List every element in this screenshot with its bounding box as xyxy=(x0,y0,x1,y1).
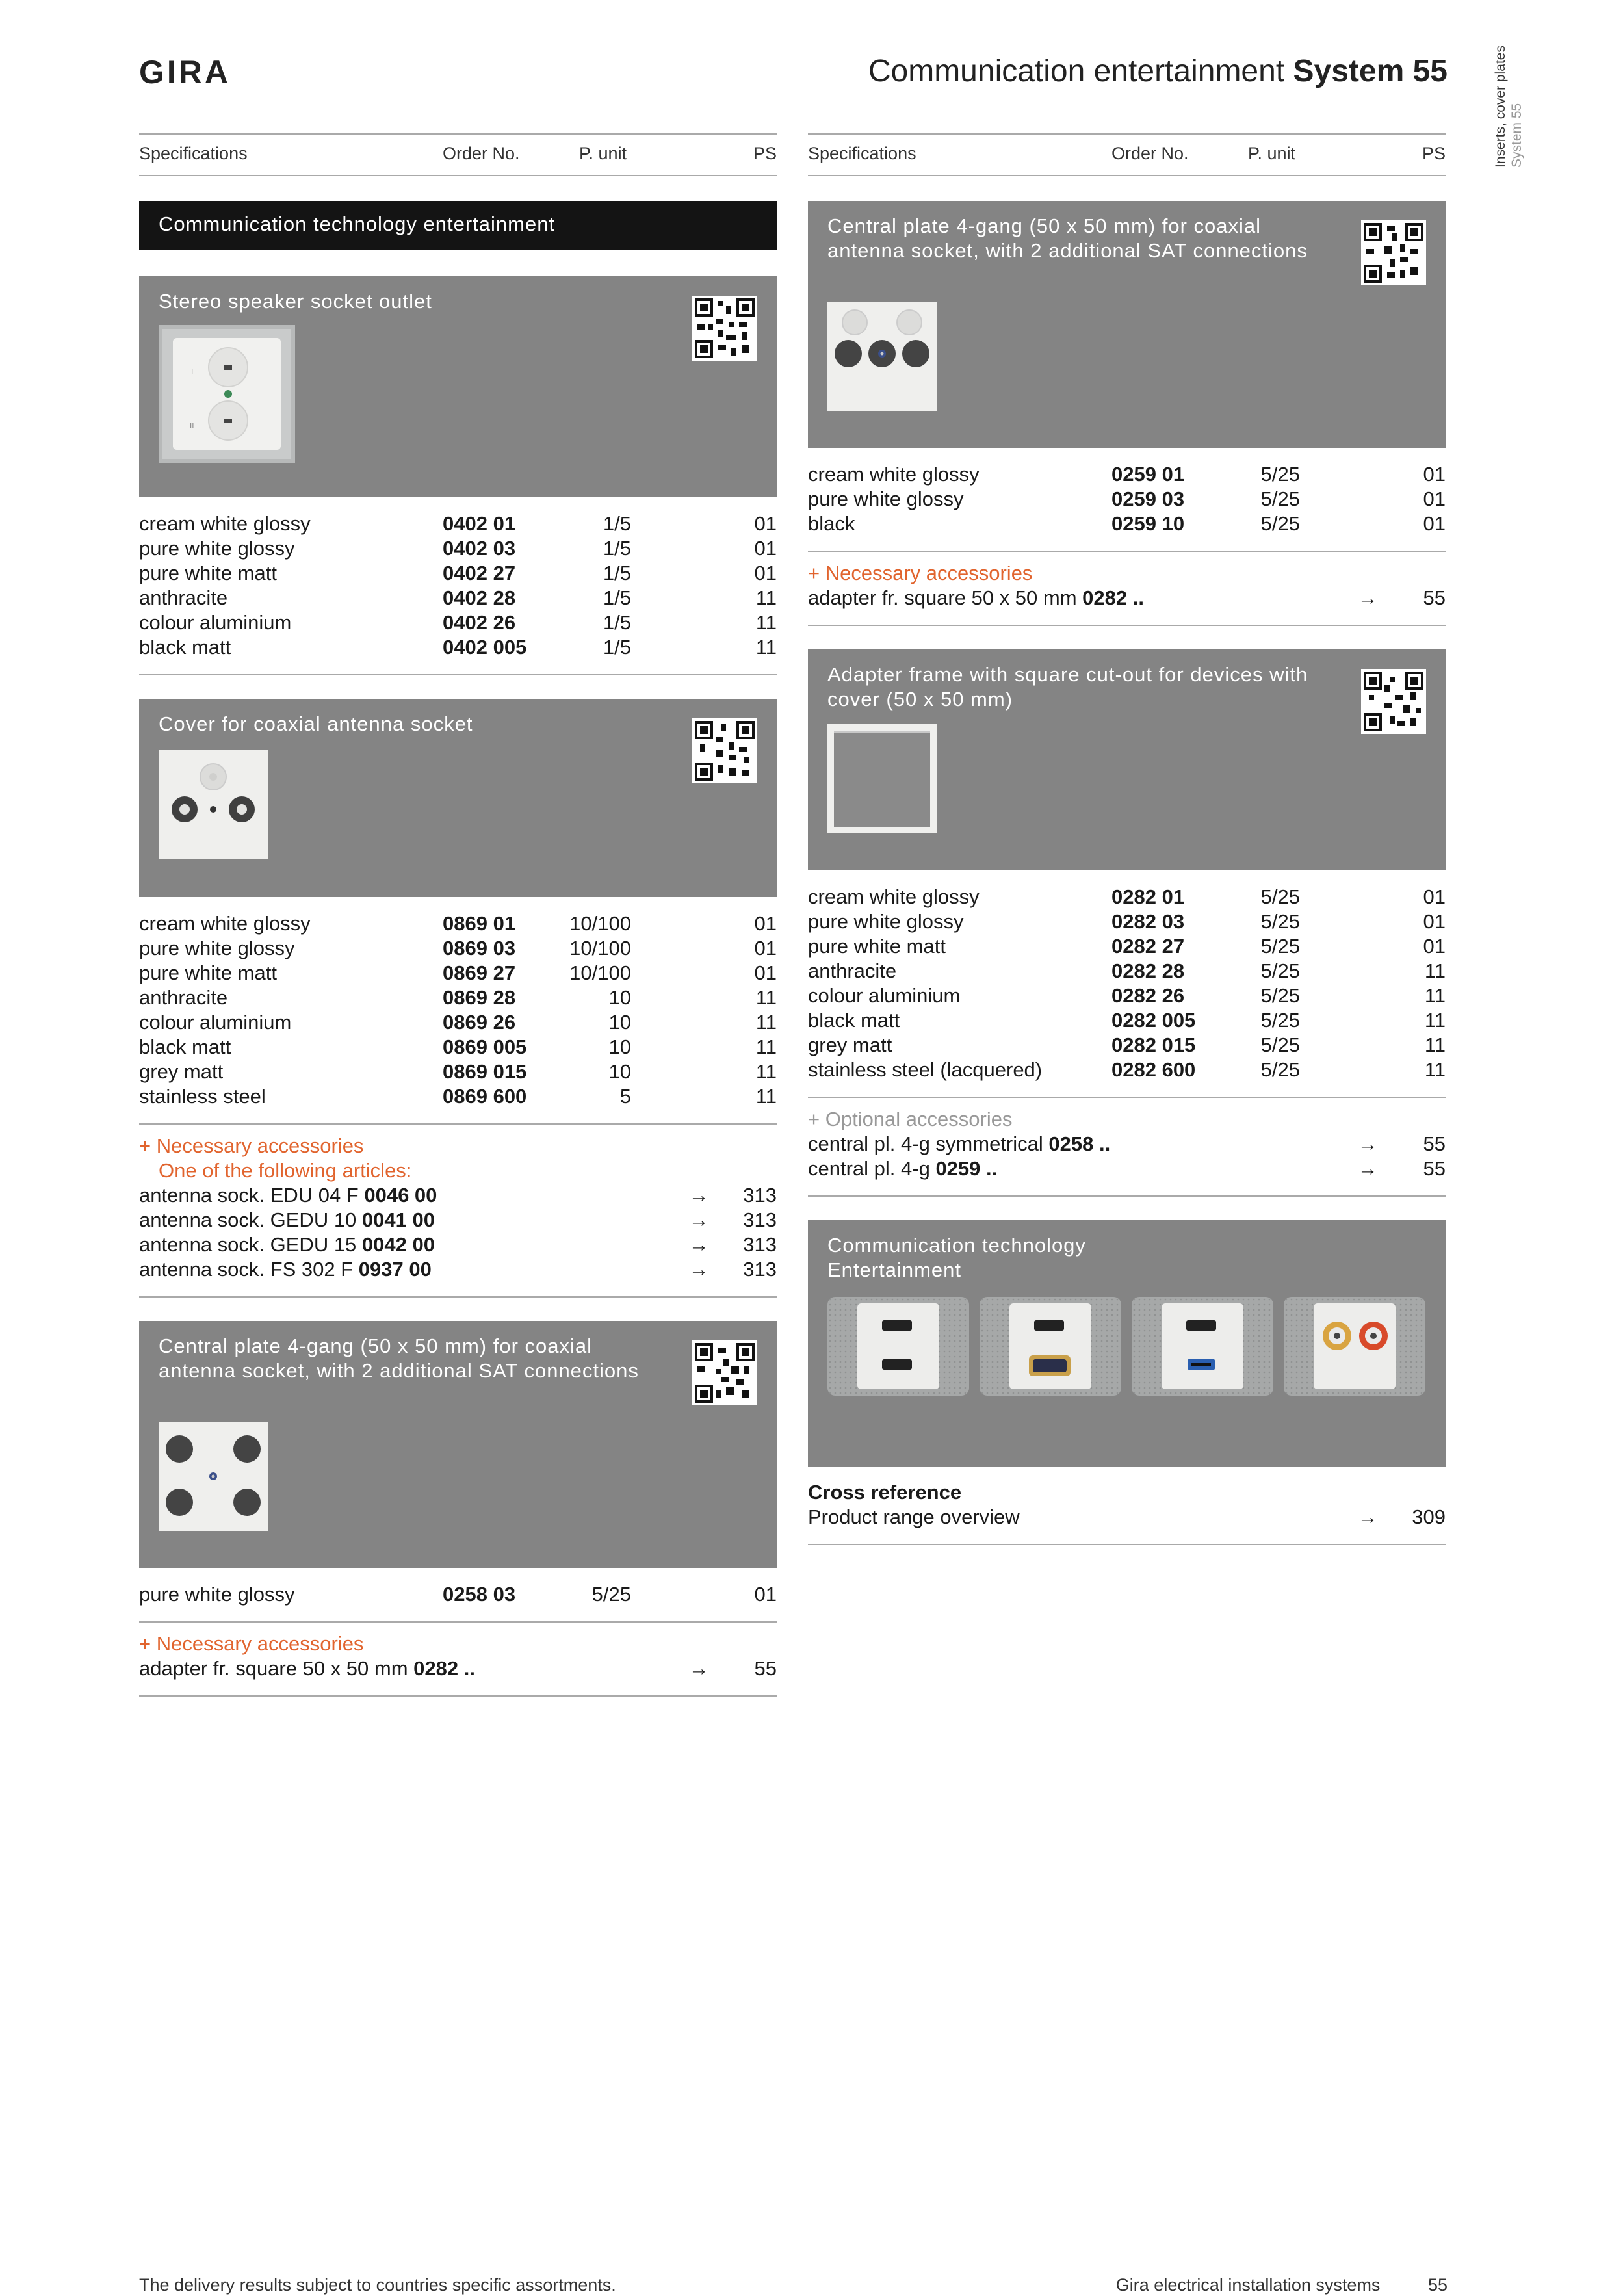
comm-tech-title xyxy=(827,1233,1334,1283)
price-scale: 01 xyxy=(754,1583,777,1606)
item-name: black xyxy=(808,512,855,535)
accessory-code[interactable]: 0282 .. xyxy=(413,1657,475,1680)
page-reference[interactable]: 55 xyxy=(1423,1132,1446,1155)
comm-tech-card xyxy=(808,1220,1446,1467)
packing-unit: 1/5 xyxy=(603,586,631,609)
table-row xyxy=(139,1060,777,1084)
table-row xyxy=(139,1582,777,1607)
price-scale: 11 xyxy=(1424,959,1446,982)
product-title: Adapter frame with square cut-out for devices with cover (50 x 50 mm) xyxy=(827,663,1308,711)
accessory-text xyxy=(139,1183,679,1208)
col-order-label: Order No. xyxy=(1111,144,1189,163)
accessory-row[interactable] xyxy=(139,1257,777,1282)
item-name: grey matt xyxy=(808,1034,892,1056)
arrow-right-icon: → xyxy=(688,1208,709,1231)
order-number[interactable]: 0282 01 xyxy=(1111,885,1185,908)
packing-unit: 5/25 xyxy=(1260,1058,1300,1081)
product-title: Stereo speaker socket outlet xyxy=(159,290,432,313)
item-name: black matt xyxy=(139,1036,231,1058)
accessory-code[interactable]: 0258 .. xyxy=(1048,1132,1111,1155)
arrow-right-icon: → xyxy=(688,1258,709,1281)
order-number[interactable]: 0259 03 xyxy=(1111,488,1185,510)
packing-unit: 10/100 xyxy=(569,912,631,935)
accessory-label: adapter fr. square 50 x 50 mm xyxy=(808,586,1083,609)
packing-unit: 5/25 xyxy=(591,1583,631,1606)
stereo-items-table xyxy=(139,512,777,660)
item-name: grey matt xyxy=(139,1060,224,1083)
packing-unit: 10 xyxy=(608,1011,631,1034)
accessory-row[interactable] xyxy=(808,1156,1446,1181)
col-ps-label: PS xyxy=(1422,144,1446,163)
page-reference[interactable]: 313 xyxy=(743,1258,777,1281)
table-row xyxy=(139,635,777,660)
accessories-list xyxy=(139,1183,777,1282)
necessary-accessories-heading: + Necessary accessories xyxy=(139,1134,364,1157)
footer-right xyxy=(1116,2275,1448,2295)
arrow-right-icon: → xyxy=(688,1233,709,1256)
accessory-row[interactable] xyxy=(808,586,1446,610)
price-scale: 01 xyxy=(1423,512,1446,535)
comm-tech-title-line1: Communication technology xyxy=(827,1234,1086,1257)
item-name: pure white matt xyxy=(808,935,946,958)
section-title: Communication technology entertainment xyxy=(139,201,777,250)
price-scale: 11 xyxy=(755,636,777,659)
table-row xyxy=(808,959,1446,984)
product-title: Central plate 4-gang (50 x 50 mm) for coaxial antenna socket, with 2 additional SAT connections xyxy=(159,1335,639,1382)
accessory-text xyxy=(139,1257,679,1282)
col-ps-label: PS xyxy=(753,144,777,163)
packing-unit: 10/100 xyxy=(569,961,631,984)
order-number[interactable]: 0869 26 xyxy=(443,1011,516,1034)
item-name: stainless steel (lacquered) xyxy=(808,1058,1043,1081)
packing-unit: 5/25 xyxy=(1260,984,1300,1007)
packing-unit: 10 xyxy=(608,1036,631,1058)
order-number[interactable]: 0402 03 xyxy=(443,537,516,560)
accessory-label: antenna sock. EDU 04 F xyxy=(139,1184,365,1207)
page-reference[interactable]: 313 xyxy=(743,1208,777,1231)
col-spec-label: Specifications xyxy=(139,144,248,163)
packing-unit: 1/5 xyxy=(603,512,631,535)
qr-code[interactable] xyxy=(1361,220,1426,285)
accessories-list xyxy=(808,586,1446,610)
item-name: pure white matt xyxy=(139,961,277,984)
qr-code[interactable] xyxy=(1361,669,1426,734)
order-number[interactable]: 0402 26 xyxy=(443,611,516,634)
packing-unit: 5/25 xyxy=(1260,885,1300,908)
order-number[interactable]: 0282 600 xyxy=(1111,1058,1196,1081)
order-number[interactable]: 0282 005 xyxy=(1111,1009,1196,1032)
packing-unit: 5/25 xyxy=(1260,488,1300,510)
price-scale: 01 xyxy=(1423,463,1446,486)
packing-unit: 5/25 xyxy=(1260,463,1300,486)
arrow-right-icon: → xyxy=(1357,1506,1378,1528)
qr-code[interactable] xyxy=(692,1340,757,1405)
arrow-right-icon: → xyxy=(688,1184,709,1207)
packing-unit: 1/5 xyxy=(603,562,631,584)
item-name: cream white glossy xyxy=(139,512,311,535)
price-scale: 11 xyxy=(755,1036,777,1058)
page-reference[interactable]: 313 xyxy=(743,1184,777,1207)
gira-logo: GIRA xyxy=(139,54,231,90)
price-scale: 01 xyxy=(754,961,777,984)
order-number[interactable]: 0869 28 xyxy=(443,986,516,1009)
page-reference[interactable]: 55 xyxy=(1423,586,1446,609)
price-scale: 01 xyxy=(1423,910,1446,933)
table-row xyxy=(139,936,777,961)
item-name: black matt xyxy=(139,636,231,659)
adapter-frame-image xyxy=(827,724,937,837)
price-scale: 01 xyxy=(1423,885,1446,908)
accessory-code[interactable]: 0282 .. xyxy=(1082,586,1144,609)
table-row xyxy=(808,487,1446,512)
necessary-accessories-heading: + Necessary accessories xyxy=(808,562,1033,584)
col-spec-label: Specifications xyxy=(808,144,916,163)
table-row xyxy=(808,1058,1446,1082)
accessory-code[interactable]: 0046 00 xyxy=(364,1184,437,1207)
accessory-text xyxy=(808,586,1348,610)
accessory-code[interactable]: 0259 .. xyxy=(935,1157,998,1180)
accessory-label: antenna sock. GEDU 10 xyxy=(139,1208,362,1231)
price-scale: 11 xyxy=(1424,1058,1446,1081)
order-number[interactable]: 0869 600 xyxy=(443,1085,527,1108)
accessory-code[interactable]: 0042 00 xyxy=(361,1233,435,1256)
order-number[interactable]: 0282 27 xyxy=(1111,935,1185,958)
accessory-label: central pl. 4-g symmetrical xyxy=(808,1132,1049,1155)
necessary-accessories-heading: + Necessary accessories xyxy=(139,1632,364,1655)
order-number[interactable]: 0259 10 xyxy=(1111,512,1185,535)
packing-unit: 5/25 xyxy=(1260,1009,1300,1032)
table-row xyxy=(808,984,1446,1008)
order-number[interactable]: 0869 015 xyxy=(443,1060,527,1083)
side-tab-line2: System 55 xyxy=(1509,103,1524,168)
cross-reference-row[interactable] xyxy=(808,1505,1446,1530)
table-row xyxy=(139,911,777,936)
page-title xyxy=(868,53,1448,89)
product-card-central-plate-0259 xyxy=(808,201,1446,448)
order-number[interactable]: 0402 27 xyxy=(443,562,516,584)
price-scale: 11 xyxy=(755,1060,777,1083)
item-name: colour aluminium xyxy=(139,1011,292,1034)
accessory-label: central pl. 4-g xyxy=(808,1157,936,1180)
packing-unit: 5/25 xyxy=(1260,959,1300,982)
packing-unit: 1/5 xyxy=(603,611,631,634)
svg-text:II: II xyxy=(190,421,194,430)
item-name: pure white matt xyxy=(139,562,277,584)
stereo-socket-image xyxy=(159,325,295,466)
comm-tech-title-line2: Entertainment xyxy=(827,1259,961,1281)
product-title: Cover for coaxial antenna socket xyxy=(159,712,473,735)
order-number[interactable]: 0869 27 xyxy=(443,961,516,984)
product-title: Central plate 4-gang (50 x 50 mm) for coaxial antenna socket, with 2 additional SAT connections xyxy=(827,215,1308,262)
table-row xyxy=(808,909,1446,934)
order-number[interactable]: 0282 03 xyxy=(1111,910,1185,933)
divider xyxy=(139,1695,777,1697)
item-name: cream white glossy xyxy=(808,885,980,908)
item-name: anthracite xyxy=(139,586,228,609)
table-row xyxy=(139,1035,777,1060)
price-scale: 11 xyxy=(755,986,777,1009)
packing-unit: 1/5 xyxy=(603,636,631,659)
price-scale: 11 xyxy=(1424,984,1446,1007)
packing-unit: 5/25 xyxy=(1260,512,1300,535)
table-row xyxy=(139,512,777,536)
page-reference[interactable]: 55 xyxy=(754,1657,777,1680)
order-number[interactable]: 0402 005 xyxy=(443,636,527,659)
right-column xyxy=(808,133,1446,1545)
accessory-row[interactable] xyxy=(139,1233,777,1257)
accessory-label: antenna sock. FS 302 F xyxy=(139,1258,359,1281)
left-column xyxy=(139,133,777,1697)
accessory-text xyxy=(139,1233,679,1257)
cross-reference-title: Cross reference xyxy=(808,1481,962,1504)
item-name: colour aluminium xyxy=(808,984,961,1007)
item-name: anthracite xyxy=(808,959,897,982)
accessories-subheading: One of the following articles: xyxy=(159,1159,412,1182)
product-card-stereo-speaker xyxy=(139,276,777,497)
table-row xyxy=(808,512,1446,536)
footer-note: The delivery results subject to countries specific assortments. xyxy=(139,2275,616,2295)
order-number[interactable]: 0259 01 xyxy=(1111,463,1185,486)
page-title-bold: System 55 xyxy=(1293,54,1448,88)
table-row xyxy=(139,985,777,1010)
accessory-label: adapter fr. square 50 x 50 mm xyxy=(139,1657,414,1680)
accessory-row[interactable] xyxy=(139,1208,777,1233)
arrow-right-icon: → xyxy=(1357,1132,1378,1155)
item-name: black matt xyxy=(808,1009,900,1032)
arrow-right-icon: → xyxy=(1357,1157,1378,1180)
price-scale: 11 xyxy=(755,1085,777,1108)
item-name: pure white glossy xyxy=(139,1583,295,1606)
adapter-items-table xyxy=(808,885,1446,1082)
column-header xyxy=(139,133,777,176)
qr-code[interactable] xyxy=(692,718,757,783)
price-scale: 01 xyxy=(754,562,777,584)
central-plate-items-table xyxy=(808,462,1446,536)
item-name: pure white glossy xyxy=(808,488,964,510)
side-tab-line1: Inserts, cover plates xyxy=(1493,46,1508,168)
accessories-list xyxy=(139,1656,777,1681)
table-row xyxy=(139,561,777,586)
page-reference[interactable]: 55 xyxy=(1423,1157,1446,1180)
price-scale: 01 xyxy=(1423,935,1446,958)
side-tab xyxy=(1492,0,1525,168)
page-reference[interactable]: 309 xyxy=(1412,1506,1446,1528)
page-reference[interactable]: 313 xyxy=(743,1233,777,1256)
central-plate-items-table xyxy=(139,1582,777,1607)
order-number[interactable]: 0258 03 xyxy=(443,1583,516,1606)
order-number[interactable]: 0869 005 xyxy=(443,1036,527,1058)
column-header xyxy=(808,133,1446,176)
order-number[interactable]: 0282 015 xyxy=(1111,1034,1196,1056)
table-row xyxy=(808,1008,1446,1033)
price-scale: 01 xyxy=(754,512,777,535)
product-card-adapter-frame xyxy=(808,649,1446,870)
page-title-light: Communication entertainment xyxy=(868,54,1285,88)
item-name: cream white glossy xyxy=(139,912,311,935)
item-name: anthracite xyxy=(139,986,228,1009)
packing-unit: 10 xyxy=(608,986,631,1009)
accessory-code[interactable]: 0937 00 xyxy=(358,1258,432,1281)
col-order-label: Order No. xyxy=(443,144,520,163)
footer-company: Gira electrical installation systems xyxy=(1115,2275,1381,2295)
comm-tech-images xyxy=(827,1297,1425,1399)
item-name: cream white glossy xyxy=(808,463,980,486)
divider xyxy=(808,1544,1446,1545)
accessory-row[interactable] xyxy=(139,1656,777,1681)
col-unit-label: P. unit xyxy=(579,144,627,163)
price-scale: 11 xyxy=(755,1011,777,1034)
item-name: pure white glossy xyxy=(808,910,964,933)
order-number[interactable]: 0402 28 xyxy=(443,586,516,609)
product-card-coax-cover xyxy=(139,699,777,897)
packing-unit: 5/25 xyxy=(1260,1034,1300,1056)
packing-unit: 5/25 xyxy=(1260,935,1300,958)
svg-text:I: I xyxy=(191,368,194,376)
table-row xyxy=(139,1084,777,1109)
price-scale: 01 xyxy=(1423,488,1446,510)
packing-unit: 5/25 xyxy=(1260,910,1300,933)
table-row xyxy=(139,610,777,635)
price-scale: 01 xyxy=(754,912,777,935)
price-scale: 11 xyxy=(1424,1034,1446,1056)
packing-unit: 5 xyxy=(619,1085,631,1108)
item-name: stainless steel xyxy=(139,1085,266,1108)
price-scale: 11 xyxy=(755,586,777,609)
table-row xyxy=(139,1010,777,1035)
packing-unit: 10 xyxy=(608,1060,631,1083)
page-number: 55 xyxy=(1427,2275,1448,2295)
arrow-right-icon: → xyxy=(1357,586,1378,609)
price-scale: 01 xyxy=(754,937,777,959)
optional-accessories-heading: + Optional accessories xyxy=(808,1108,1013,1130)
order-number[interactable]: 0282 28 xyxy=(1111,959,1185,982)
table-row xyxy=(808,462,1446,487)
central-plate-image xyxy=(159,1422,268,1534)
coax-cover-image xyxy=(159,750,268,862)
table-row xyxy=(808,885,1446,909)
product-card-central-plate-0258 xyxy=(139,1321,777,1568)
arrow-right-icon: → xyxy=(688,1657,709,1680)
price-scale: 01 xyxy=(754,537,777,560)
coax-items-table xyxy=(139,911,777,1109)
accessory-text xyxy=(139,1656,679,1681)
cross-reference-text: Product range overview xyxy=(808,1506,1020,1528)
accessory-row[interactable] xyxy=(139,1183,777,1208)
accessory-text xyxy=(139,1208,679,1233)
accessory-code[interactable]: 0041 00 xyxy=(361,1208,435,1231)
table-row xyxy=(808,1033,1446,1058)
item-name: colour aluminium xyxy=(139,611,292,634)
table-row xyxy=(808,934,1446,959)
accessory-text xyxy=(808,1156,1348,1181)
accessory-label: antenna sock. GEDU 15 xyxy=(139,1233,362,1256)
order-number[interactable]: 0869 03 xyxy=(443,937,516,959)
accessories-list xyxy=(808,1132,1446,1181)
qr-code[interactable] xyxy=(692,296,757,361)
price-scale: 11 xyxy=(1424,1009,1446,1032)
packing-unit: 10/100 xyxy=(569,937,631,959)
col-unit-label: P. unit xyxy=(1248,144,1296,163)
table-row xyxy=(139,536,777,561)
accessory-row[interactable] xyxy=(808,1132,1446,1156)
accessory-text xyxy=(808,1132,1348,1156)
central-plate-image xyxy=(827,302,937,414)
table-row xyxy=(139,961,777,985)
item-name: pure white glossy xyxy=(139,537,295,560)
table-row xyxy=(139,586,777,610)
price-scale: 11 xyxy=(755,611,777,634)
order-number[interactable]: 0282 26 xyxy=(1111,984,1185,1007)
order-number[interactable]: 0869 01 xyxy=(443,912,516,935)
packing-unit: 1/5 xyxy=(603,537,631,560)
item-name: pure white glossy xyxy=(139,937,295,959)
order-number[interactable]: 0402 01 xyxy=(443,512,516,535)
